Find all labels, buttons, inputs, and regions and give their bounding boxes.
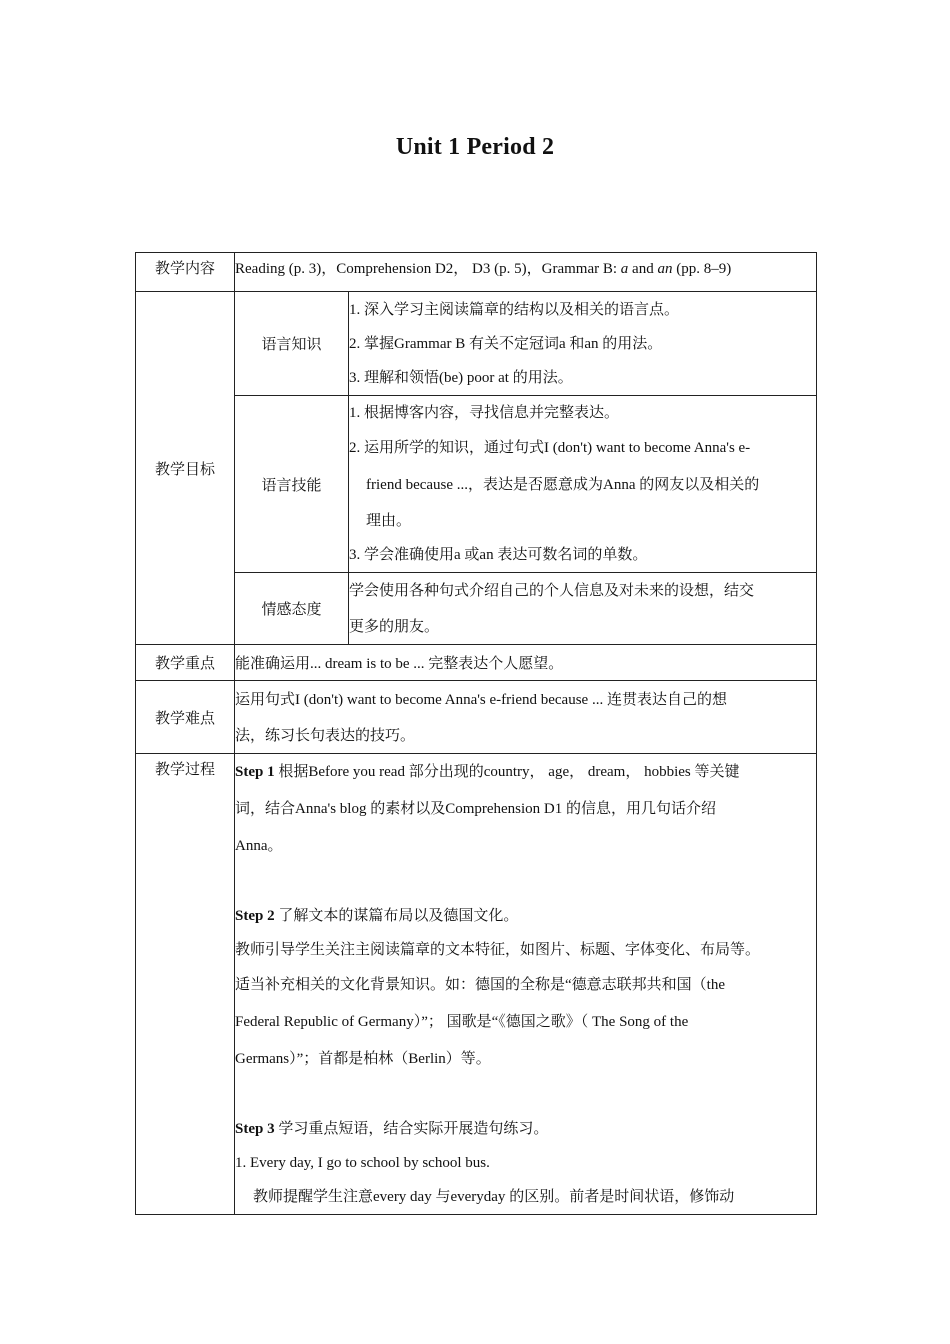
skills-item-3: 3. 学会准确使用a 或an 表达可数名词的单数。 xyxy=(349,547,648,563)
skills-label: 语言技能 xyxy=(235,396,349,573)
page-title: Unit 1 Period 2 xyxy=(395,134,555,160)
difficulties-line-2: 法，练习长句表达的技巧。 xyxy=(235,727,416,744)
content-cell xyxy=(235,253,817,292)
attitude-label: 情感态度 xyxy=(235,573,349,645)
step3-line-2: 教师提醒学生注意every day 与everyday 的区别。前者是时间状语，修饰动 xyxy=(253,1189,735,1205)
step3-title: 学习重点短语，结合实际开展造句练习。 xyxy=(274,1121,549,1137)
skills-item-1: 1. 根据博客内容，寻找信息并完整表达。 xyxy=(349,405,620,421)
step2-line-2: 适当补充相关的文化背景知识。如：德国的全称是“德意志联邦共和国（the xyxy=(235,977,725,993)
attitude-line-1: 学会使用各种句式介绍自己的个人信息及对未来的设想，结交 xyxy=(349,583,755,599)
key-points-label: 教学重点 xyxy=(136,645,235,681)
skills-cell xyxy=(349,396,817,573)
content-label xyxy=(136,253,235,292)
process-cell xyxy=(235,754,817,1215)
skills-item-2-line-1: 2. 运用所学的知识，通过句式I (don't) want to become Anna's e- xyxy=(349,440,751,456)
knowledge-row xyxy=(136,292,817,396)
step2-line-4: Germans）”；首都是柏林（Berlin）等。 xyxy=(235,1051,491,1067)
step3-head: Step 3 xyxy=(235,1121,275,1137)
difficulties-row xyxy=(136,681,817,754)
skills-item-2-line-2: friend because ...，表达是否愿意成为Anna 的网友以及相关的 xyxy=(366,477,760,493)
knowledge-item-3: 3. 理解和领悟(be) poor at 的用法。 xyxy=(349,369,573,386)
skills-row xyxy=(136,396,817,573)
content-text: Reading (p. 3)，Comprehension D2， D3 (p. 5)，Grammar B: xyxy=(235,261,621,277)
attitude-cell xyxy=(349,573,817,645)
process-label-text: 教学过程 xyxy=(154,762,215,778)
content-label-text: 教学内容 xyxy=(154,261,215,277)
attitude-row xyxy=(136,573,817,645)
step2-title-line xyxy=(235,899,816,933)
step2-line-1: 教师引导学生关注主阅读篇章的文本特征，如图片、标题、字体变化、布局等。 xyxy=(235,942,761,958)
process-row xyxy=(136,754,817,1215)
knowledge-item-1: 1. 深入学习主阅读篇章的结构以及相关的语言点。 xyxy=(349,301,680,318)
process-label xyxy=(136,754,235,1215)
attitude-line-2: 更多的朋友。 xyxy=(349,619,440,635)
skills-item-2-line-3: 理由。 xyxy=(366,513,412,529)
objectives-label: 教学目标 xyxy=(136,292,235,645)
spacer xyxy=(235,865,816,899)
content-and: and xyxy=(628,261,658,277)
knowledge-item-2: 2. 掌握Grammar B 有关不定冠词a 和an 的用法。 xyxy=(349,335,663,352)
difficulties-line-1: 运用句式I (don't) want to become Anna's e-friend because ... 连贯表达自己的想 xyxy=(235,691,727,708)
step3-title-line xyxy=(235,1112,816,1146)
step2-title: 了解文本的谋篇布局以及德国文化。 xyxy=(274,908,519,924)
content-pages: (pp. 8–9) xyxy=(672,261,732,277)
article-a: a xyxy=(620,261,629,277)
step3-line-1: 1. Every day, I go to school by school bus. xyxy=(235,1155,490,1171)
knowledge-cell xyxy=(349,292,817,396)
content-row xyxy=(136,253,817,292)
knowledge-label: 语言知识 xyxy=(235,292,349,396)
spacer xyxy=(235,1078,816,1112)
difficulties-label: 教学难点 xyxy=(136,681,235,754)
difficulties-cell xyxy=(235,681,817,754)
step2-line-3: Federal Republic of Germany）”； 国歌是“《德国之歌》（ The Song of the xyxy=(235,1014,689,1030)
key-points-row xyxy=(136,645,817,681)
key-points-text: 能准确运用... dream is to be ... 完整表达个人愿望。 xyxy=(235,645,817,681)
lesson-plan-table xyxy=(135,252,817,1215)
article-an: an xyxy=(657,261,673,277)
step1-line-1 xyxy=(235,754,816,791)
step1-line-2: 词，结合Anna's blog 的素材以及Comprehension D1 的信息，用几句话介绍 xyxy=(235,801,717,817)
step1-line-3: Anna。 xyxy=(235,838,283,854)
step1-text: 根据Before you read 部分出现的country， age， dream， hobbies 等关键 xyxy=(274,764,740,780)
step2-head: Step 2 xyxy=(235,908,275,924)
step1-head: Step 1 xyxy=(235,764,275,780)
